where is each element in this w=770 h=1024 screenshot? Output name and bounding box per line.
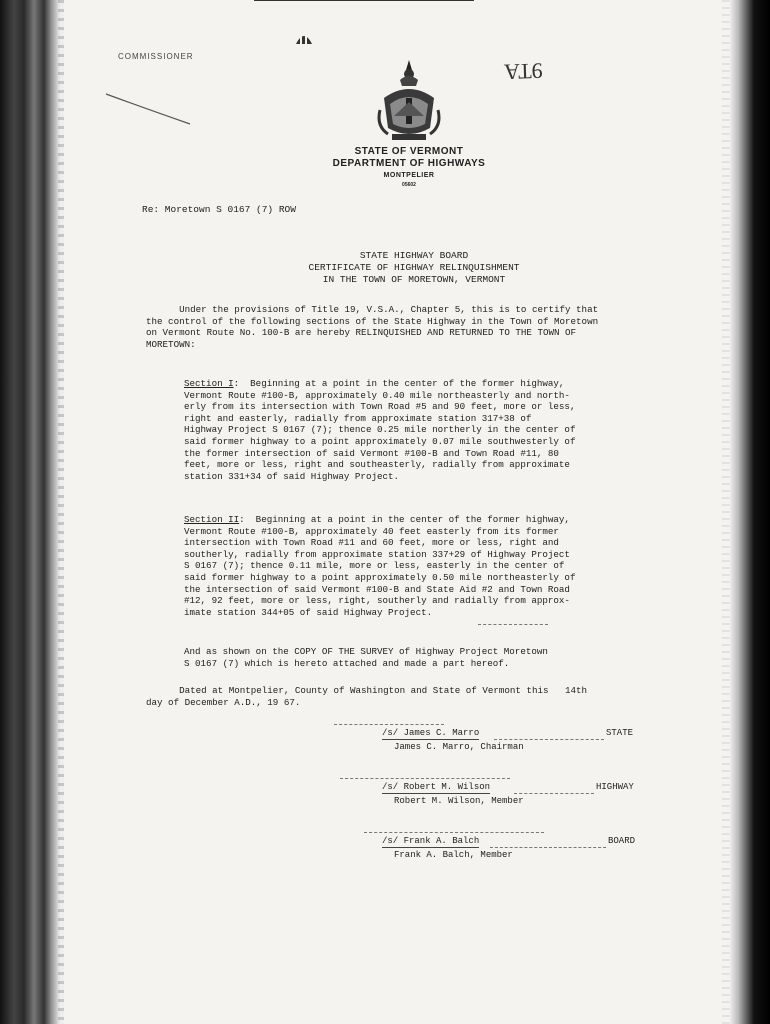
letterhead-state: STATE OF VERMONT <box>354 146 464 157</box>
scan-edge-left <box>0 0 60 1024</box>
letterhead-city: MONTPELIER <box>383 172 435 179</box>
re-line: Re: Moretown S 0167 (7) ROW <box>142 204 296 215</box>
board-word-highway: HIGHWAY <box>596 782 634 792</box>
signature-2-printed: Robert M. Wilson, Member <box>394 796 524 806</box>
signature-rule-3a <box>364 832 544 833</box>
section-1-text: : Beginning at a point in the center of the former highway, Vermont Route #100-B, approximately 0.40 mile northeasterly and north- erly from its intersection with Town Road #5 and 90 feet, more or less, right and easterly, radially from approximate station 317+38 of Highway Project S 0167 (7); thence 0.25 mile northerly in the center of said former highway to a point approximately 0.07 mile southwesterly of the former intersection of said Vermont #100-B and Town Road #11, 80 feet, more or less, right and southeasterly, radially from approximate station 331+34 of said Highway Project. <box>184 378 576 482</box>
letterhead-department: DEPARTMENT OF HIGHWAYS <box>332 158 486 169</box>
certificate-title <box>214 250 614 286</box>
signature-3-signed: /s/ Frank A. Balch <box>382 836 480 846</box>
survey-reference-paragraph: And as shown on the COPY OF THE SURVEY of Highway Project Moretown S 0167 (7) which is hereto attached and made a part hereof. <box>184 646 548 669</box>
signature-1-signed: /s/ James C. Marro <box>382 728 480 738</box>
title-line-3: IN THE TOWN OF MORETOWN, VERMONT <box>322 274 506 285</box>
intro-paragraph: Under the provisions of Title 19, V.S.A., Chapter 5, this is to certify that the control of the following sections of the State Highway in the Town of Moretown on Vermont Route No. 100-B are hereby RELINQUISHED AND RETURNED TO THE TOWN OF MORETOWN: <box>146 304 599 350</box>
small-seal-icon <box>292 28 316 50</box>
signature-rule-2b <box>514 793 594 794</box>
dash-line <box>478 624 548 625</box>
title-line-1: STATE HIGHWAY BOARD <box>359 250 469 261</box>
state-seal-icon <box>374 58 444 144</box>
signature-rule-1a <box>334 724 444 725</box>
board-word-board: BOARD <box>608 836 636 846</box>
letterhead <box>314 146 504 188</box>
top-rule <box>254 0 474 1</box>
signature-2 <box>382 782 490 794</box>
section-1-label: Section I <box>184 378 234 389</box>
signature-3 <box>382 836 479 848</box>
board-word-state: STATE <box>606 728 634 738</box>
signature-1-printed: James C. Marro, Chairman <box>394 742 524 752</box>
signature-2-signed: /s/ Robert M. Wilson <box>382 782 491 792</box>
document-page <box>64 0 730 1024</box>
section-2-paragraph <box>184 514 575 618</box>
margin-pen-stroke <box>104 88 194 128</box>
commissioner-label: COMMISSIONER <box>118 52 194 61</box>
section-2-text: : Beginning at a point in the center of the former highway, Vermont Route #100-B, approximately 40 feet easterly from its former intersection with Town Road #11 and 60 feet, more or less, right and southerly, radially from approximate station 337+29 of Highway Project S 0167 (7); thence 0.11 mile, more or less, easterly in the center of said former highway to a point approximately 0.50 mile northeasterly of the intersection of said Vermont #100-B and State Aid #2 and Town Road #12, 92 feet, more or less, right, southerly and radially from approx- imate station 344+05 of said Highway Project. <box>184 514 576 618</box>
title-line-2: CERTIFICATE OF HIGHWAY RELINQUISHMENT <box>308 262 520 273</box>
signature-rule-3b <box>490 847 606 848</box>
section-2-label: Section II <box>184 514 240 525</box>
signature-rule-2a <box>340 778 510 779</box>
signature-1 <box>382 728 479 740</box>
signature-rule-1b <box>494 739 604 740</box>
section-1-paragraph <box>184 378 575 482</box>
letterhead-zip: 05602 <box>402 182 416 188</box>
scan-edge-right <box>730 0 770 1024</box>
handwritten-note: 9TA <box>503 58 544 85</box>
signature-3-printed: Frank A. Balch, Member <box>394 850 513 860</box>
dated-paragraph: Dated at Montpelier, County of Washington and State of Vermont this 14th day of December A.D., 19 67. <box>146 685 588 708</box>
